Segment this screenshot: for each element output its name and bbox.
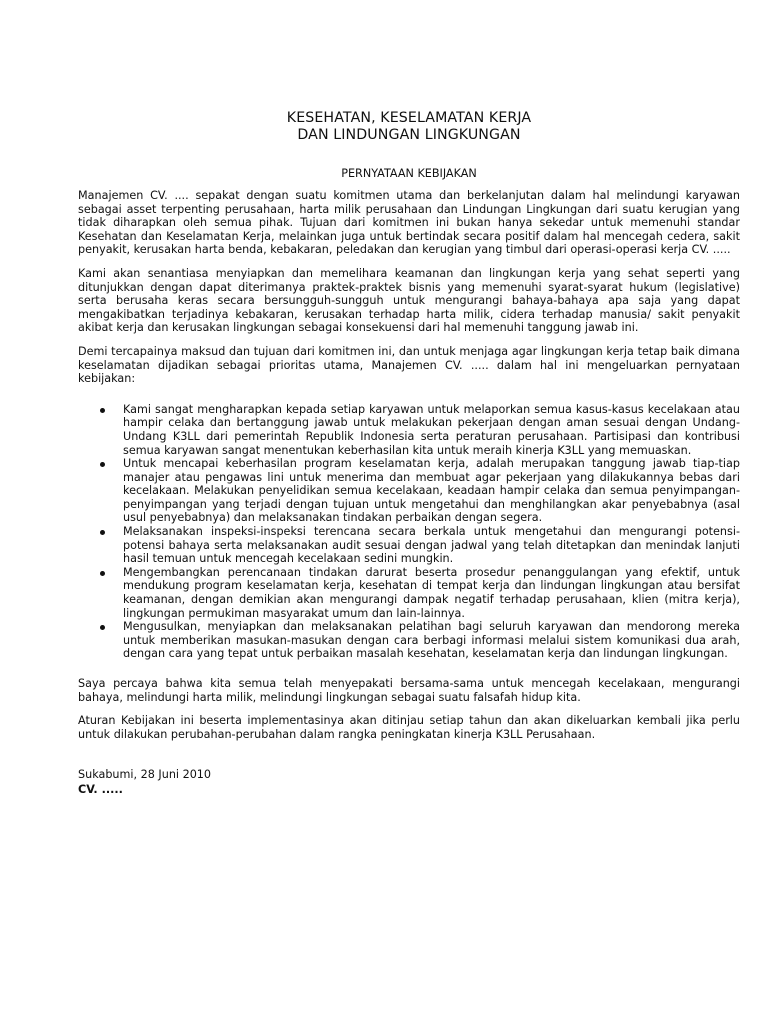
- policy-list-item: [78, 566, 740, 620]
- closing-paragraph-1: Saya percaya bahwa kita semua telah menyepakati bersama-sama untuk mencegah kecelakaan, mengurangi bahaya, melindungi harta milik, melindungi lingkungan sebagai suatu falsafah hidup kita.: [78, 677, 740, 704]
- company-name: CV. .....: [78, 783, 123, 797]
- document-title-line-1: KESEHATAN, KESELAMATAN KERJA: [286, 110, 532, 126]
- policy-list: [78, 403, 740, 661]
- bullet-icon: [100, 462, 105, 467]
- policy-item-text: Mengusulkan, menyiapkan dan melaksanakan pelatihan bagi seluruh karyawan dan mendorong mereka untuk memberikan masukan-masukan dengan cara berbagi informasi melalui sistem komunikasi dua arah, dengan cara yang tepat untuk perbaikan masalah kesehatan, keselamatan kerja dan lindungan lingkungan.: [123, 620, 740, 661]
- closing-paragraph-2: Aturan Kebijakan ini beserta implementasinya akan ditinjau setiap tahun dan akan dikeluarkan kembali jika perlu untuk dilakukan perubahan-perubahan dalam rangka peningkatan kinerja K3LL Perusahaan.: [78, 714, 740, 741]
- bullet-icon: [100, 530, 105, 535]
- policy-list-item: [78, 457, 740, 525]
- document-subtitle: PERNYATAAN KEBIJAKAN: [341, 167, 477, 180]
- policy-list-item: [78, 620, 740, 661]
- intro-paragraph-1: Manajemen CV. .... sepakat dengan suatu komitmen utama dan berkelanjutan dalam hal melindungi karyawan sebagai asset terpenting perusahaan, harta milik perusahaan dan Lindungan Lingkungan dari suatu kerugian yang tidak diharapkan oleh semua pihak. Tujuan dari komitmen ini bukan hanya sekedar untuk memenuhi standar Kesehatan dan Keselamatan Kerja, melainkan juga untuk bertindak secara positif dalam hal mencegah cedera, sakit penyakit, kerusakan harta benda, kebakaran, peledakan dan kerugian yang timbul dari operasi-operasi kerja CV. .....: [78, 189, 740, 257]
- bullet-icon: [100, 408, 105, 413]
- policy-list-item: [78, 403, 740, 457]
- policy-item-text: Untuk mencapai keberhasilan program keselamatan kerja, adalah merupakan tanggung jawab tiap-tiap manajer atau pengawas lini untuk menerima dan membuat agar pekerjaan yang dilakukannya bebas dari kecelakaan. Melakukan penyelidikan semua kecelakaan, keadaan hampir celaka dan semua penyimpangan-penyimpangan yang terjadi dengan tujuan untuk mengetahui dan menghilangkan akar penyebabnya (asal usul penyebabnya) dan melaksanakan tindakan perbaikan dengan segera.: [123, 457, 740, 525]
- signoff-block: [78, 767, 740, 797]
- intro-paragraph-2: Kami akan senantiasa menyiapkan dan memelihara keamanan dan lingkungan kerja yang sehat seperti yang ditunjukkan dengan dapat diterimanya praktek-praktek bisnis yang memenuhi syarat-syarat hukum (legislative) serta berusaha keras secara bersungguh-sungguh untuk mengurangi bahaya-bahaya apa saja yang dapat mengakibatkan terjadinya kebakaran, kerusakan terhadap harta milik, cidera terhadap manusia/ sakit penyakit akibat kerja dan kerusakan lingkungan sebagai konsekuensi dari hal memenuhi tanggung jawab ini.: [78, 266, 740, 335]
- bullet-icon: [100, 571, 105, 576]
- policy-item-text: Mengembangkan perencanaan tindakan darurat beserta prosedur penanggulangan yang efektif, untuk mendukung program keselamatan kerja, kesehatan di tempat kerja dan lindungan lingkungan atau bersifat keamanan, dengan demikian akan mengurangi dampak negatif terhadap perusahaan, klien (mitra kerja), lingkungan permukiman masyarakat umum dan lain-lainnya.: [123, 565, 740, 620]
- policy-document: [78, 110, 740, 797]
- policy-item-text: Kami sangat mengharapkan kepada setiap karyawan untuk melaporkan semua kasus-kasus kecelakaan atau hampir celaka dan bertanggung jawab untuk melakukan pekerjaan dengan aman sesuai dengan Undang-Undang K3LL dari pemerintah Republik Indonesia serta peraturan perusahaan. Partisipasi dan kontribusi semua karyawan sangat menentukan keberhasilan kita untuk meraih kinerja K3LL yang memuaskan.: [123, 402, 740, 457]
- document-title-line-2: DAN LINDUNGAN LINGKUNGAN: [297, 127, 521, 143]
- intro-paragraph-3: Demi tercapainya maksud dan tujuan dari komitmen ini, dan untuk menjaga agar lingkungan kerja tetap baik dimana keselamatan dijadikan sebagai prioritas utama, Manajemen CV. ..... dalam hal ini mengeluarkan pernyataan kebijakan:: [78, 344, 740, 386]
- policy-list-item: [78, 525, 740, 566]
- policy-item-text: Melaksanakan inspeksi-inspeksi terencana secara berkala untuk mengetahui dan mengurangi potensi-potensi bahaya serta melaksanakan audit sesuai dengan jadwal yang telah ditetapkan dan menindak lanjuti hasil temuan untuk mencegah kecelakaan sedini mungkin.: [123, 525, 740, 566]
- place-date: Sukabumi, 28 Juni 2010: [78, 768, 212, 782]
- bullet-icon: [100, 625, 105, 630]
